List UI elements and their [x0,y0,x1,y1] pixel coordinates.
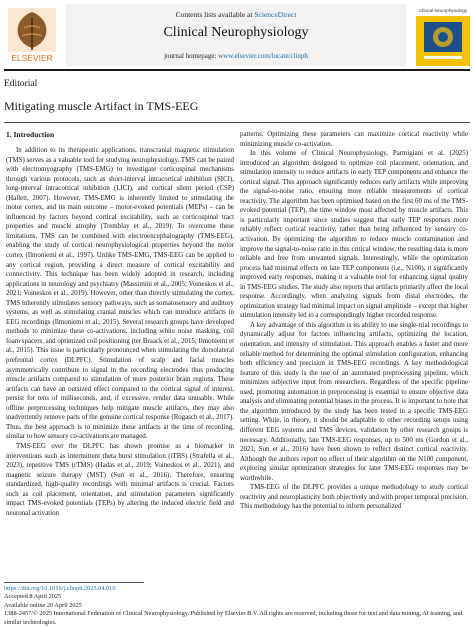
journal-header [4,4,470,66]
header-rule [4,69,470,71]
header-banner [66,4,406,66]
footer-rule [4,582,144,583]
contents-prefix: Contents lists available at [175,10,255,19]
journal-cover-thumbnail [416,4,470,66]
body-column-right [240,130,468,512]
elsevier-logo [4,6,60,64]
paragraph: TMS-EEG of the DLPFC provides a unique methodology to study cortical reactivity and neuroplasticity both objectively and with proper temporal precision. This methodology has the potential to inform personalized [240,484,468,511]
article-footer [4,585,470,627]
cover-title: Clinical Neurophysiology [418,8,468,13]
doi-link[interactable]: https://doi.org/10.1016/j.clinph.2025.04.010 [4,585,116,592]
article-type: Editorial [4,79,38,89]
journal-title: Clinical Neurophysiology [163,25,309,40]
homepage-prefix: journal homepage: [164,52,219,60]
body-column-left [6,146,234,518]
homepage-line [66,52,406,60]
paragraph: patterns. Optimizing these parameters can maximize cortical reactivity while minimizing muscle co-activation. [240,131,468,148]
paragraph: In addition to its therapeutic applications, transcranial magnetic stimulation (TMS) serves as a valuable tool for studying neurophysiology. TMS can be paired with electromyography (TMS-EMG) to investigate corticospinal mechanisms through various protocols, such as short-interval intracortical inhibition (SICI), long-interval intracortical inhibition (LICI), and cortical silent period (CSP) (Hallett, 2007). However, TMS-EMG is inherently limited to stimulating the motor cortex, and its main outcome – motor-evoked potentials (MEPs) – can be influenced by factors beyond cortical excitability, such as corticospinal tract properties and muscle atrophy (Tremblay et al., 2019). To overcome these limitations, TMS can be combined with electroencephalography (TMS-EEG), enabling the study of cortical neurophysiological properties beyond the motor cortex (Ilmoniemi et al., 1997). Unlike TMS-EMG, TMS-EEG can be applied to any cortical region, providing a direct measure of cortical excitability and connectivity. This technique has been widely adopted in research, including applications in neurology and psychiatry (Massimini et al., 2005; Voineskos et al., 2021; Voineskos et al., 2019). However, other than directly stimulating the cortex, TMS inherently stimulates sensory pathways, such as somatosensory and auditory systems, as well as stimulating cranial muscles which can introduce artifacts in EEG recordings (Ilmoniemi et al., 2015). Several research groups have developed methods to minimize these co-activations, including white noise masking, coil foam spacers, and optimized coil positioning (ter Braack et al., 2015; Ilmoniemi et al., 2015). This issue is particularly pronounced when stimulating the dorsolateral prefrontal cortex (DLPFC). Stimulation of scalp and facial muscles asymmetrically contribute to signal in the recording electrodes thus producing muscle artifacts compared to stimulation of more posterior brain regions. These artifacts can have an outsized effect compared to the cortical signal of interest, persist for tens of milliseconds, and, if excessive, render data unusable. While offline preprocessing techniques help mitigate muscle artifacts, they may also inadvertently remove parts of the genuine cortical response (Rogasch et al., 2017). Thus, the best approach is to minimize these artifacts at the time of recording, similar to how sensory co-activations are managed. [6,147,234,441]
contents-line [66,10,406,19]
elsevier-wordmark: ELSEVIER [11,53,53,63]
paragraph: In this volume of Clinical Neurophysiology, Parmigiani et al. (2025) introduced an algorithm designed to optimize coil placement, orientation, and stimulation intensity to reduce artifacts in early TEP components and enhance the cortical signal. This approach significantly reduces early artifacts while improving the signal-to-noise ratio, ensuring more reliable measurements of cortical reactivity. The algorithm has been optimised based on the first 60 ms of the TMS-evoked potential (TEP), the time window most affected by muscle artifacts. This is particularly important since studies suggest that early TEP responses more reliably reflect cortical reactivity, rather than being influenced by sensory co-activation. By optimizing the algorithm to reduce muscle contamination and improve the signal-to-noise ratio in this critical window, the resulting data is more reliable and free from unwanted signals. Interestingly, while the optimization process had minimal effects on late TEP components (i.e., N100), it significantly improved early responses, making it a valuable tool for enhancing signal quality in TMS-EEG studies. The study also reports that artifacts primarily affect the local response. Accordingly, when analyzing signals from distal electrodes, the optimization strategy had minimal impact on signal amplitude – except that higher stimulation intensity led to a correspondingly higher recorded response. [240,150,468,320]
homepage-link[interactable]: www.elsevier.com/locate/clinph [218,52,308,60]
online-date: Available online 20 April 2025 [4,601,82,609]
article-title: Mitigating muscle Artifact in TMS-EEG [4,99,199,113]
section-heading-introduction: 1. Introduction [6,130,55,139]
paragraph: A key advantage of this algorithm is its ability to use single-trial recordings to dynamically adjust for factors influencing artifacts, optimizing the location, orientation, and intensity of stimulation. This approach enables a faster and more reliable method for determining the optimal stimulation configuration, enhancing both efficiency and precision in TMS-EEG recordings. A key methodological feature of this study is the use of an automated preprocessing pipeline, which minimizes subjective input from researchers. Regardless of the specific pipeline used, promoting automation in preprocessing is essential to ensure objective data analysis and eliminating potential biases in the process. It is important to note that the algorithm introduced by the study has been tested in a specific TMS-EEG setting. While, in theory, it should be adaptable to other recording setups using different EEG systems and TMS devices, validation by other research groups is necessary. Additionally, late TMS-EEG responses, up to 500 ms (Gordon et al., 2021; Sun et al., 2016) have been shown to reflect distinct cortical reactivity. Although the authors report no effect of their algorithm on the N100 component, exploring similar optimization strategies for later TMS-EEG responses may be worthwhile. [240,321,468,482]
accepted-date: Accepted 8 April 2025 [4,593,62,601]
copyright-notice: 1388-2457/© 2025 International Federation of Clinical Neurophysiology. Published by Elsevier B.V. All rights are reserved, including those for text and data mining, AI training, and similar technologies. [4,610,463,626]
paragraph: TMS-EEG over the DLPFC has shown promise as a biomarker in interventions such as intermittent theta burst stimulation (iTBS) (Strafella et al., 2023), repetitive TMS (rTMS) (Hadas et al., 2019; Voineskos et al., 2021), and magnetic seizure therapy (MST) (Sun et al., 2016). Therefore, ensuring standardized, high-quality recordings with minimal artifacts is crucial. Factors such as coil placement, orientation, and stimulation parameters significantly impact TMS-evoked potentials (TEPs) by altering the induced electric field and neuronal activation [6,442,234,517]
sciencedirect-link[interactable]: ScienceDirect [254,10,297,19]
title-rule [4,122,470,123]
